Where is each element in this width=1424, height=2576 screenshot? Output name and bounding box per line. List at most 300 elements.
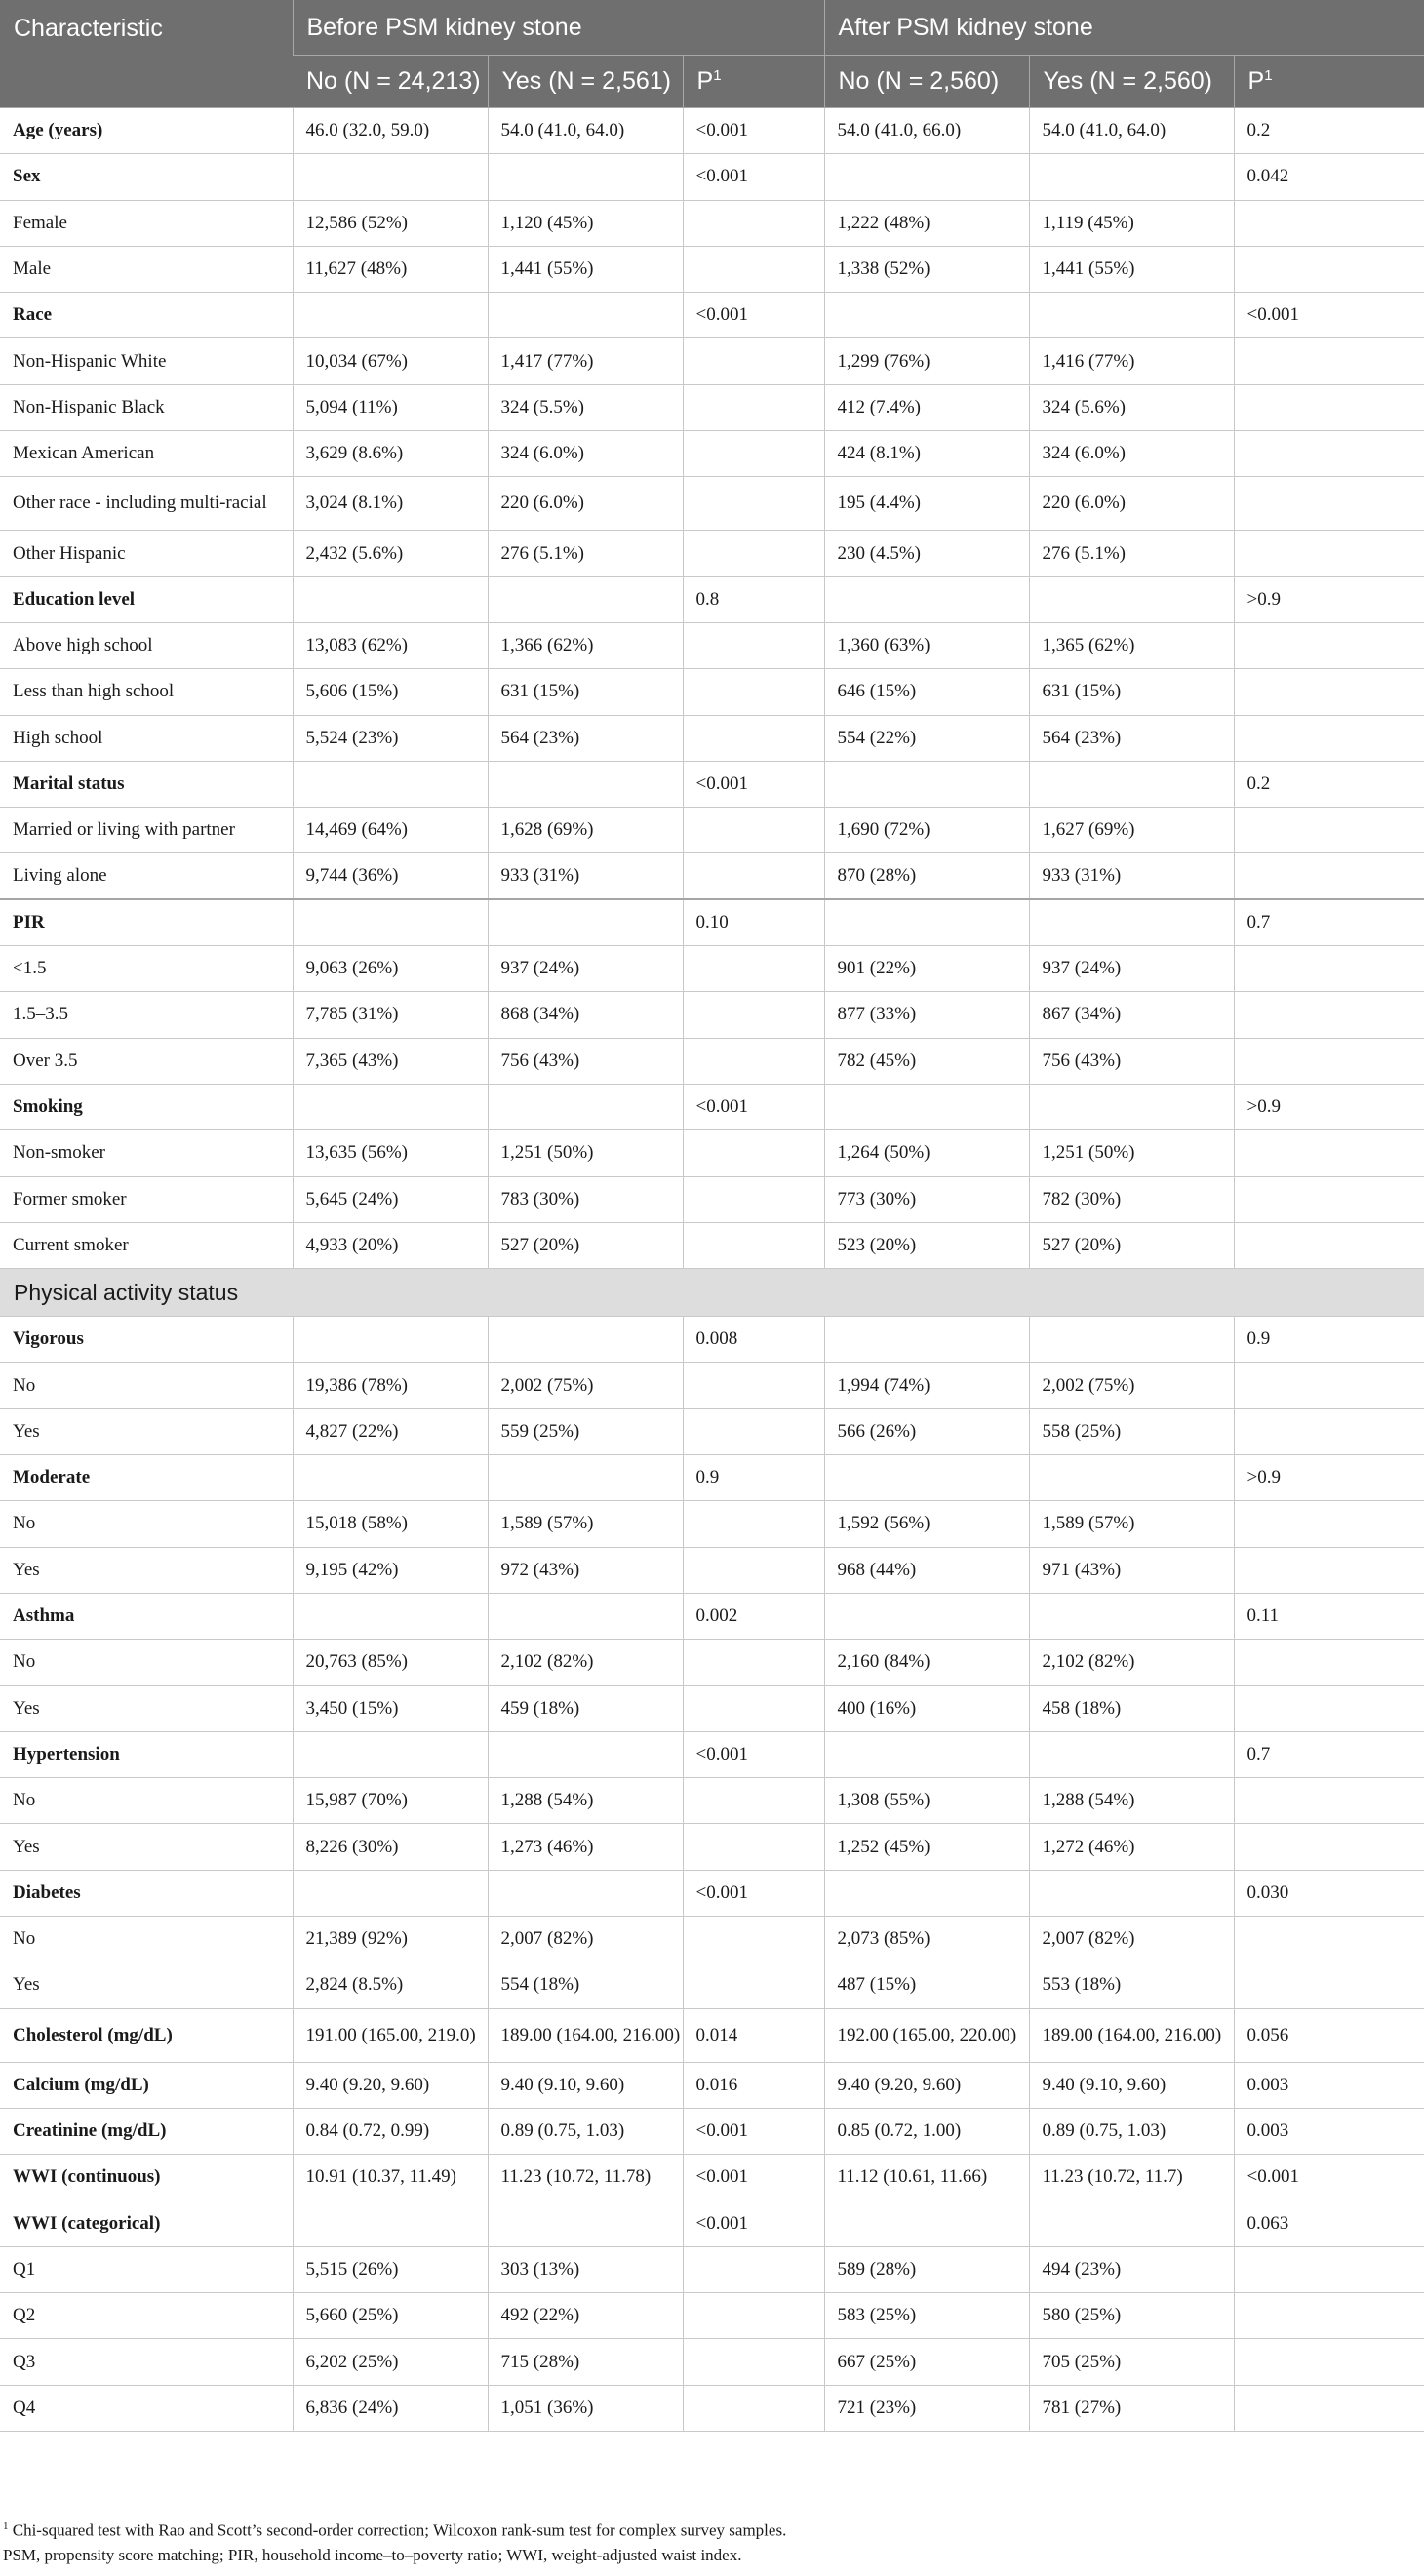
cell-after-yes: 580 (25%) — [1029, 2293, 1234, 2339]
cell-after-yes: 494 (23%) — [1029, 2246, 1234, 2292]
cell-after-no — [824, 154, 1029, 200]
cell-after-yes: 324 (6.0%) — [1029, 431, 1234, 477]
cell-after-p — [1234, 2339, 1424, 2385]
table-row — [0, 477, 1424, 531]
cell-before-yes: 189.00 (164.00, 216.00) — [488, 2008, 683, 2062]
cell-after-no: 1,690 (72%) — [824, 808, 1029, 853]
cell-after-no: 192.00 (165.00, 220.00) — [824, 2008, 1029, 2062]
cell-before-p — [683, 669, 824, 715]
cell-before-no — [293, 1084, 488, 1129]
cell-after-p — [1234, 946, 1424, 992]
cell-after-yes: 458 (18%) — [1029, 1685, 1234, 1731]
row-label: Q2 — [0, 2293, 293, 2339]
cell-before-no: 15,018 (58%) — [293, 1501, 488, 1547]
cell-after-no: 1,222 (48%) — [824, 200, 1029, 246]
cell-before-no: 15,987 (70%) — [293, 1778, 488, 1824]
cell-before-no — [293, 293, 488, 338]
cell-before-yes: 1,628 (69%) — [488, 808, 683, 853]
row-label: Over 3.5 — [0, 1038, 293, 1084]
cell-before-p — [683, 622, 824, 668]
table-row — [0, 1084, 1424, 1129]
cell-before-p — [683, 808, 824, 853]
cell-after-yes: 1,251 (50%) — [1029, 1130, 1234, 1176]
row-label: WWI (continuous) — [0, 2155, 293, 2200]
cell-after-p: <0.001 — [1234, 293, 1424, 338]
header-before-p — [683, 56, 824, 108]
cell-before-no: 13,083 (62%) — [293, 622, 488, 668]
cell-before-yes: 1,441 (55%) — [488, 246, 683, 292]
cell-after-yes: 631 (15%) — [1029, 669, 1234, 715]
row-label: Asthma — [0, 1593, 293, 1639]
cell-after-no — [824, 899, 1029, 945]
cell-before-yes: 554 (18%) — [488, 1962, 683, 2008]
cell-after-p — [1234, 338, 1424, 384]
cell-after-p — [1234, 1685, 1424, 1731]
row-label: Current smoker — [0, 1222, 293, 1268]
table-row — [0, 1547, 1424, 1593]
cell-before-yes: 303 (13%) — [488, 2246, 683, 2292]
cell-before-no: 11,627 (48%) — [293, 246, 488, 292]
cell-before-p: <0.001 — [683, 2108, 824, 2154]
table-row — [0, 1593, 1424, 1639]
cell-before-no — [293, 2200, 488, 2246]
cell-after-yes — [1029, 899, 1234, 945]
table-row — [0, 1455, 1424, 1501]
cell-before-no — [293, 1593, 488, 1639]
table-row — [0, 2246, 1424, 2292]
cell-before-p — [683, 338, 824, 384]
cell-before-yes: 715 (28%) — [488, 2339, 683, 2385]
cell-after-no: 589 (28%) — [824, 2246, 1029, 2292]
cell-after-no — [824, 1084, 1029, 1129]
table-row — [0, 108, 1424, 154]
cell-before-no — [293, 1870, 488, 1916]
table-row — [0, 1824, 1424, 1870]
cell-before-yes: 756 (43%) — [488, 1038, 683, 1084]
row-label: Marital status — [0, 761, 293, 807]
cell-after-yes: 324 (5.6%) — [1029, 384, 1234, 430]
cell-before-no — [293, 761, 488, 807]
cell-after-no: 54.0 (41.0, 66.0) — [824, 108, 1029, 154]
cell-after-no — [824, 576, 1029, 622]
cell-after-p — [1234, 1176, 1424, 1222]
table-row — [0, 1916, 1424, 1962]
cell-before-p — [683, 1222, 824, 1268]
cell-after-p — [1234, 246, 1424, 292]
cell-before-yes: 1,051 (36%) — [488, 2385, 683, 2431]
cell-before-p — [683, 2293, 824, 2339]
cell-before-yes — [488, 1870, 683, 1916]
table-row — [0, 1363, 1424, 1408]
cell-after-p — [1234, 1408, 1424, 1454]
cell-before-p — [683, 477, 824, 531]
cell-before-yes — [488, 761, 683, 807]
cell-before-p: 0.9 — [683, 1455, 824, 1501]
cell-before-yes: 220 (6.0%) — [488, 477, 683, 531]
cell-before-yes: 783 (30%) — [488, 1176, 683, 1222]
cell-after-p: 0.7 — [1234, 899, 1424, 945]
cell-before-no: 3,450 (15%) — [293, 1685, 488, 1731]
table-row — [0, 1038, 1424, 1084]
cell-before-p — [683, 1408, 824, 1454]
cell-after-yes: 933 (31%) — [1029, 853, 1234, 899]
table-row — [0, 246, 1424, 292]
row-label: Non-Hispanic Black — [0, 384, 293, 430]
cell-before-yes: 459 (18%) — [488, 1685, 683, 1731]
cell-after-p: 0.2 — [1234, 761, 1424, 807]
cell-after-p — [1234, 669, 1424, 715]
footnote-1 — [3, 2515, 1424, 2543]
cell-after-yes: 564 (23%) — [1029, 715, 1234, 761]
cell-before-no: 12,586 (52%) — [293, 200, 488, 246]
cell-after-no: 566 (26%) — [824, 1408, 1029, 1454]
cell-before-yes: 564 (23%) — [488, 715, 683, 761]
cell-after-no: 782 (45%) — [824, 1038, 1029, 1084]
table-row — [0, 200, 1424, 246]
table-row — [0, 1408, 1424, 1454]
cell-before-p — [683, 2385, 824, 2431]
cell-after-yes: 1,365 (62%) — [1029, 622, 1234, 668]
cell-before-no: 5,660 (25%) — [293, 2293, 488, 2339]
cell-before-p: <0.001 — [683, 1731, 824, 1777]
cell-before-p: 0.8 — [683, 576, 824, 622]
table-row — [0, 899, 1424, 945]
cell-before-no: 10.91 (10.37, 11.49) — [293, 2155, 488, 2200]
cell-after-yes: 189.00 (164.00, 216.00) — [1029, 2008, 1234, 2062]
table-row — [0, 1130, 1424, 1176]
cell-before-p — [683, 1363, 824, 1408]
cell-after-no: 230 (4.5%) — [824, 531, 1029, 576]
cell-before-no: 9,744 (36%) — [293, 853, 488, 899]
cell-after-p: >0.9 — [1234, 1084, 1424, 1129]
table-row — [0, 715, 1424, 761]
cell-before-p — [683, 946, 824, 992]
table-row — [0, 761, 1424, 807]
cell-after-p: <0.001 — [1234, 2155, 1424, 2200]
header-before-yes: Yes (N = 2,561) — [488, 56, 683, 108]
row-label: Non-smoker — [0, 1130, 293, 1176]
table-row — [0, 384, 1424, 430]
table-row — [0, 992, 1424, 1038]
cell-before-no: 13,635 (56%) — [293, 1130, 488, 1176]
cell-after-yes — [1029, 576, 1234, 622]
cell-before-p: 0.10 — [683, 899, 824, 945]
cell-after-p: >0.9 — [1234, 576, 1424, 622]
row-label: Yes — [0, 1547, 293, 1593]
table-row — [0, 1685, 1424, 1731]
cell-after-no — [824, 1870, 1029, 1916]
cell-after-p — [1234, 1547, 1424, 1593]
cell-after-no: 646 (15%) — [824, 669, 1029, 715]
cell-after-yes: 553 (18%) — [1029, 1962, 1234, 2008]
cell-after-no: 773 (30%) — [824, 1176, 1029, 1222]
table-row — [0, 2200, 1424, 2246]
cell-after-no: 424 (8.1%) — [824, 431, 1029, 477]
cell-after-no: 9.40 (9.20, 9.60) — [824, 2062, 1029, 2108]
row-label: Male — [0, 246, 293, 292]
row-label: WWI (categorical) — [0, 2200, 293, 2246]
row-label: Yes — [0, 1408, 293, 1454]
row-label: Q4 — [0, 2385, 293, 2431]
cell-before-yes: 1,120 (45%) — [488, 200, 683, 246]
row-label: 1.5–3.5 — [0, 992, 293, 1038]
cell-before-yes — [488, 576, 683, 622]
cell-before-p — [683, 1130, 824, 1176]
row-label: High school — [0, 715, 293, 761]
cell-before-no: 6,202 (25%) — [293, 2339, 488, 2385]
cell-after-p — [1234, 1640, 1424, 1685]
cell-before-p: <0.001 — [683, 293, 824, 338]
row-label: No — [0, 1640, 293, 1685]
row-label: Q1 — [0, 2246, 293, 2292]
cell-before-p: 0.014 — [683, 2008, 824, 2062]
row-label: Female — [0, 200, 293, 246]
cell-before-no: 9,195 (42%) — [293, 1547, 488, 1593]
row-label: Other race - including multi-racial — [0, 477, 293, 531]
cell-after-yes: 756 (43%) — [1029, 1038, 1234, 1084]
row-label: Non-Hispanic White — [0, 338, 293, 384]
row-label: Mexican American — [0, 431, 293, 477]
table-row — [0, 338, 1424, 384]
cell-after-yes — [1029, 1455, 1234, 1501]
cell-after-p — [1234, 1916, 1424, 1962]
cell-before-yes — [488, 899, 683, 945]
cell-after-no — [824, 761, 1029, 807]
cell-before-no: 9.40 (9.20, 9.60) — [293, 2062, 488, 2108]
cell-before-p — [683, 1547, 824, 1593]
cell-before-yes: 937 (24%) — [488, 946, 683, 992]
cell-before-no: 20,763 (85%) — [293, 1640, 488, 1685]
table-row — [0, 2108, 1424, 2154]
cell-after-yes: 1,416 (77%) — [1029, 338, 1234, 384]
cell-after-no: 1,338 (52%) — [824, 246, 1029, 292]
cell-after-p — [1234, 1363, 1424, 1408]
table-row — [0, 531, 1424, 576]
row-label: Race — [0, 293, 293, 338]
cell-after-p — [1234, 992, 1424, 1038]
row-label: Cholesterol (mg/dL) — [0, 2008, 293, 2062]
cell-after-p — [1234, 200, 1424, 246]
cell-after-no: 2,160 (84%) — [824, 1640, 1029, 1685]
cell-after-no: 1,994 (74%) — [824, 1363, 1029, 1408]
cell-before-no: 4,827 (22%) — [293, 1408, 488, 1454]
cell-after-no: 523 (20%) — [824, 1222, 1029, 1268]
cell-before-no: 9,063 (26%) — [293, 946, 488, 992]
row-label: Smoking — [0, 1084, 293, 1129]
cell-before-no: 14,469 (64%) — [293, 808, 488, 853]
cell-before-p: <0.001 — [683, 761, 824, 807]
cell-before-no: 3,024 (8.1%) — [293, 477, 488, 531]
cell-after-p — [1234, 2385, 1424, 2431]
cell-before-yes: 631 (15%) — [488, 669, 683, 715]
cell-before-p: <0.001 — [683, 1870, 824, 1916]
row-label: Married or living with partner — [0, 808, 293, 853]
cell-after-no: 901 (22%) — [824, 946, 1029, 992]
table-row — [0, 293, 1424, 338]
row-label: Calcium (mg/dL) — [0, 2062, 293, 2108]
cell-after-yes: 705 (25%) — [1029, 2339, 1234, 2385]
cell-before-p: 0.016 — [683, 2062, 824, 2108]
cell-before-no: 10,034 (67%) — [293, 338, 488, 384]
cell-after-p — [1234, 853, 1424, 899]
cell-after-no: 877 (33%) — [824, 992, 1029, 1038]
table-row — [0, 1317, 1424, 1363]
cell-after-yes: 2,102 (82%) — [1029, 1640, 1234, 1685]
cell-after-yes: 781 (27%) — [1029, 2385, 1234, 2431]
table-row — [0, 2155, 1424, 2200]
cell-before-yes: 1,251 (50%) — [488, 1130, 683, 1176]
cell-after-no: 0.85 (0.72, 1.00) — [824, 2108, 1029, 2154]
cell-after-no — [824, 293, 1029, 338]
cell-after-yes: 1,627 (69%) — [1029, 808, 1234, 853]
cell-after-yes — [1029, 761, 1234, 807]
cell-after-yes: 9.40 (9.10, 9.60) — [1029, 2062, 1234, 2108]
table-row — [0, 431, 1424, 477]
cell-before-no — [293, 1731, 488, 1777]
cell-after-no: 1,252 (45%) — [824, 1824, 1029, 1870]
cell-before-p — [683, 246, 824, 292]
cell-after-yes: 54.0 (41.0, 64.0) — [1029, 108, 1234, 154]
table-header — [0, 0, 1424, 108]
cell-after-p — [1234, 1501, 1424, 1547]
table-row — [0, 154, 1424, 200]
row-label: PIR — [0, 899, 293, 945]
cell-after-yes: 1,272 (46%) — [1029, 1824, 1234, 1870]
cell-after-yes: 1,119 (45%) — [1029, 200, 1234, 246]
cell-before-p — [683, 200, 824, 246]
cell-before-p — [683, 431, 824, 477]
cell-before-p — [683, 1176, 824, 1222]
cell-after-p: 0.003 — [1234, 2108, 1424, 2154]
cell-before-yes: 2,007 (82%) — [488, 1916, 683, 1962]
table-row — [0, 1870, 1424, 1916]
cell-after-p: 0.7 — [1234, 1731, 1424, 1777]
cell-after-p: 0.056 — [1234, 2008, 1424, 2062]
cell-before-yes: 933 (31%) — [488, 853, 683, 899]
cell-after-yes: 1,441 (55%) — [1029, 246, 1234, 292]
cell-after-p — [1234, 2246, 1424, 2292]
cell-after-yes: 11.23 (10.72, 11.7) — [1029, 2155, 1234, 2200]
cell-before-yes — [488, 1084, 683, 1129]
cell-after-yes — [1029, 1731, 1234, 1777]
cell-after-no — [824, 1317, 1029, 1363]
cell-after-no: 195 (4.4%) — [824, 477, 1029, 531]
table-row — [0, 622, 1424, 668]
cell-before-no: 6,836 (24%) — [293, 2385, 488, 2431]
cell-before-no: 3,629 (8.6%) — [293, 431, 488, 477]
cell-before-yes: 972 (43%) — [488, 1547, 683, 1593]
cell-before-p — [683, 384, 824, 430]
cell-before-no — [293, 576, 488, 622]
cell-before-p — [683, 531, 824, 576]
row-label: Other Hispanic — [0, 531, 293, 576]
cell-after-yes — [1029, 1084, 1234, 1129]
p-footnote-marker: 1 — [713, 67, 722, 84]
cell-before-yes — [488, 154, 683, 200]
cell-before-p: 0.002 — [683, 1593, 824, 1639]
cell-after-p: 0.11 — [1234, 1593, 1424, 1639]
cell-after-p: 0.063 — [1234, 2200, 1424, 2246]
cell-after-no: 400 (16%) — [824, 1685, 1029, 1731]
cell-before-yes: 11.23 (10.72, 11.78) — [488, 2155, 683, 2200]
cell-after-no: 11.12 (10.61, 11.66) — [824, 2155, 1029, 2200]
cell-after-no: 487 (15%) — [824, 1962, 1029, 2008]
cell-after-no — [824, 1455, 1029, 1501]
cell-after-p: 0.030 — [1234, 1870, 1424, 1916]
row-label: Less than high school — [0, 669, 293, 715]
cell-after-no: 1,264 (50%) — [824, 1130, 1029, 1176]
cell-before-no: 8,226 (30%) — [293, 1824, 488, 1870]
cell-after-yes — [1029, 1317, 1234, 1363]
cell-after-p — [1234, 808, 1424, 853]
p-footnote-marker: 1 — [1264, 67, 1273, 84]
cell-after-yes: 276 (5.1%) — [1029, 531, 1234, 576]
table-row — [0, 2008, 1424, 2062]
cell-before-yes — [488, 1593, 683, 1639]
cell-before-yes — [488, 1731, 683, 1777]
table-row — [0, 2385, 1424, 2431]
cell-after-yes: 937 (24%) — [1029, 946, 1234, 992]
row-label: Education level — [0, 576, 293, 622]
p-label: P — [1247, 67, 1265, 95]
cell-before-no: 5,515 (26%) — [293, 2246, 488, 2292]
cell-before-no: 46.0 (32.0, 59.0) — [293, 108, 488, 154]
cell-after-no — [824, 1731, 1029, 1777]
cell-before-yes: 1,589 (57%) — [488, 1501, 683, 1547]
row-label: Yes — [0, 1685, 293, 1731]
cell-before-no: 191.00 (165.00, 219.0) — [293, 2008, 488, 2062]
cell-after-p — [1234, 384, 1424, 430]
cell-after-p — [1234, 715, 1424, 761]
section-label: Physical activity status — [0, 1269, 1424, 1317]
cell-after-yes: 527 (20%) — [1029, 1222, 1234, 1268]
header-before-no: No (N = 24,213) — [293, 56, 488, 108]
cell-after-no: 1,299 (76%) — [824, 338, 1029, 384]
cell-before-yes: 276 (5.1%) — [488, 531, 683, 576]
cell-before-p: <0.001 — [683, 1084, 824, 1129]
cell-after-p: 0.003 — [1234, 2062, 1424, 2108]
cell-after-yes: 1,288 (54%) — [1029, 1778, 1234, 1824]
cell-after-no — [824, 2200, 1029, 2246]
cell-before-p: 0.008 — [683, 1317, 824, 1363]
row-label: Diabetes — [0, 1870, 293, 1916]
table-body — [0, 108, 1424, 2432]
cell-after-no — [824, 1593, 1029, 1639]
cell-before-no: 4,933 (20%) — [293, 1222, 488, 1268]
cell-after-no: 667 (25%) — [824, 2339, 1029, 2385]
cell-after-no: 968 (44%) — [824, 1547, 1029, 1593]
cell-after-yes: 2,007 (82%) — [1029, 1916, 1234, 1962]
cell-before-p: <0.001 — [683, 2155, 824, 2200]
cell-before-no: 5,524 (23%) — [293, 715, 488, 761]
table-row — [0, 669, 1424, 715]
cell-before-yes: 324 (5.5%) — [488, 384, 683, 430]
header-after-yes: Yes (N = 2,560) — [1029, 56, 1234, 108]
cell-after-p — [1234, 1824, 1424, 1870]
cell-before-p — [683, 1685, 824, 1731]
cell-before-p — [683, 2339, 824, 2385]
row-label: Hypertension — [0, 1731, 293, 1777]
cell-before-yes — [488, 1317, 683, 1363]
cell-after-yes — [1029, 1593, 1234, 1639]
cell-before-yes: 1,417 (77%) — [488, 338, 683, 384]
section-row — [0, 1269, 1424, 1317]
cell-after-p: >0.9 — [1234, 1455, 1424, 1501]
cell-after-yes: 971 (43%) — [1029, 1547, 1234, 1593]
row-label: Q3 — [0, 2339, 293, 2385]
cell-before-p — [683, 1916, 824, 1962]
cell-before-yes: 2,002 (75%) — [488, 1363, 683, 1408]
